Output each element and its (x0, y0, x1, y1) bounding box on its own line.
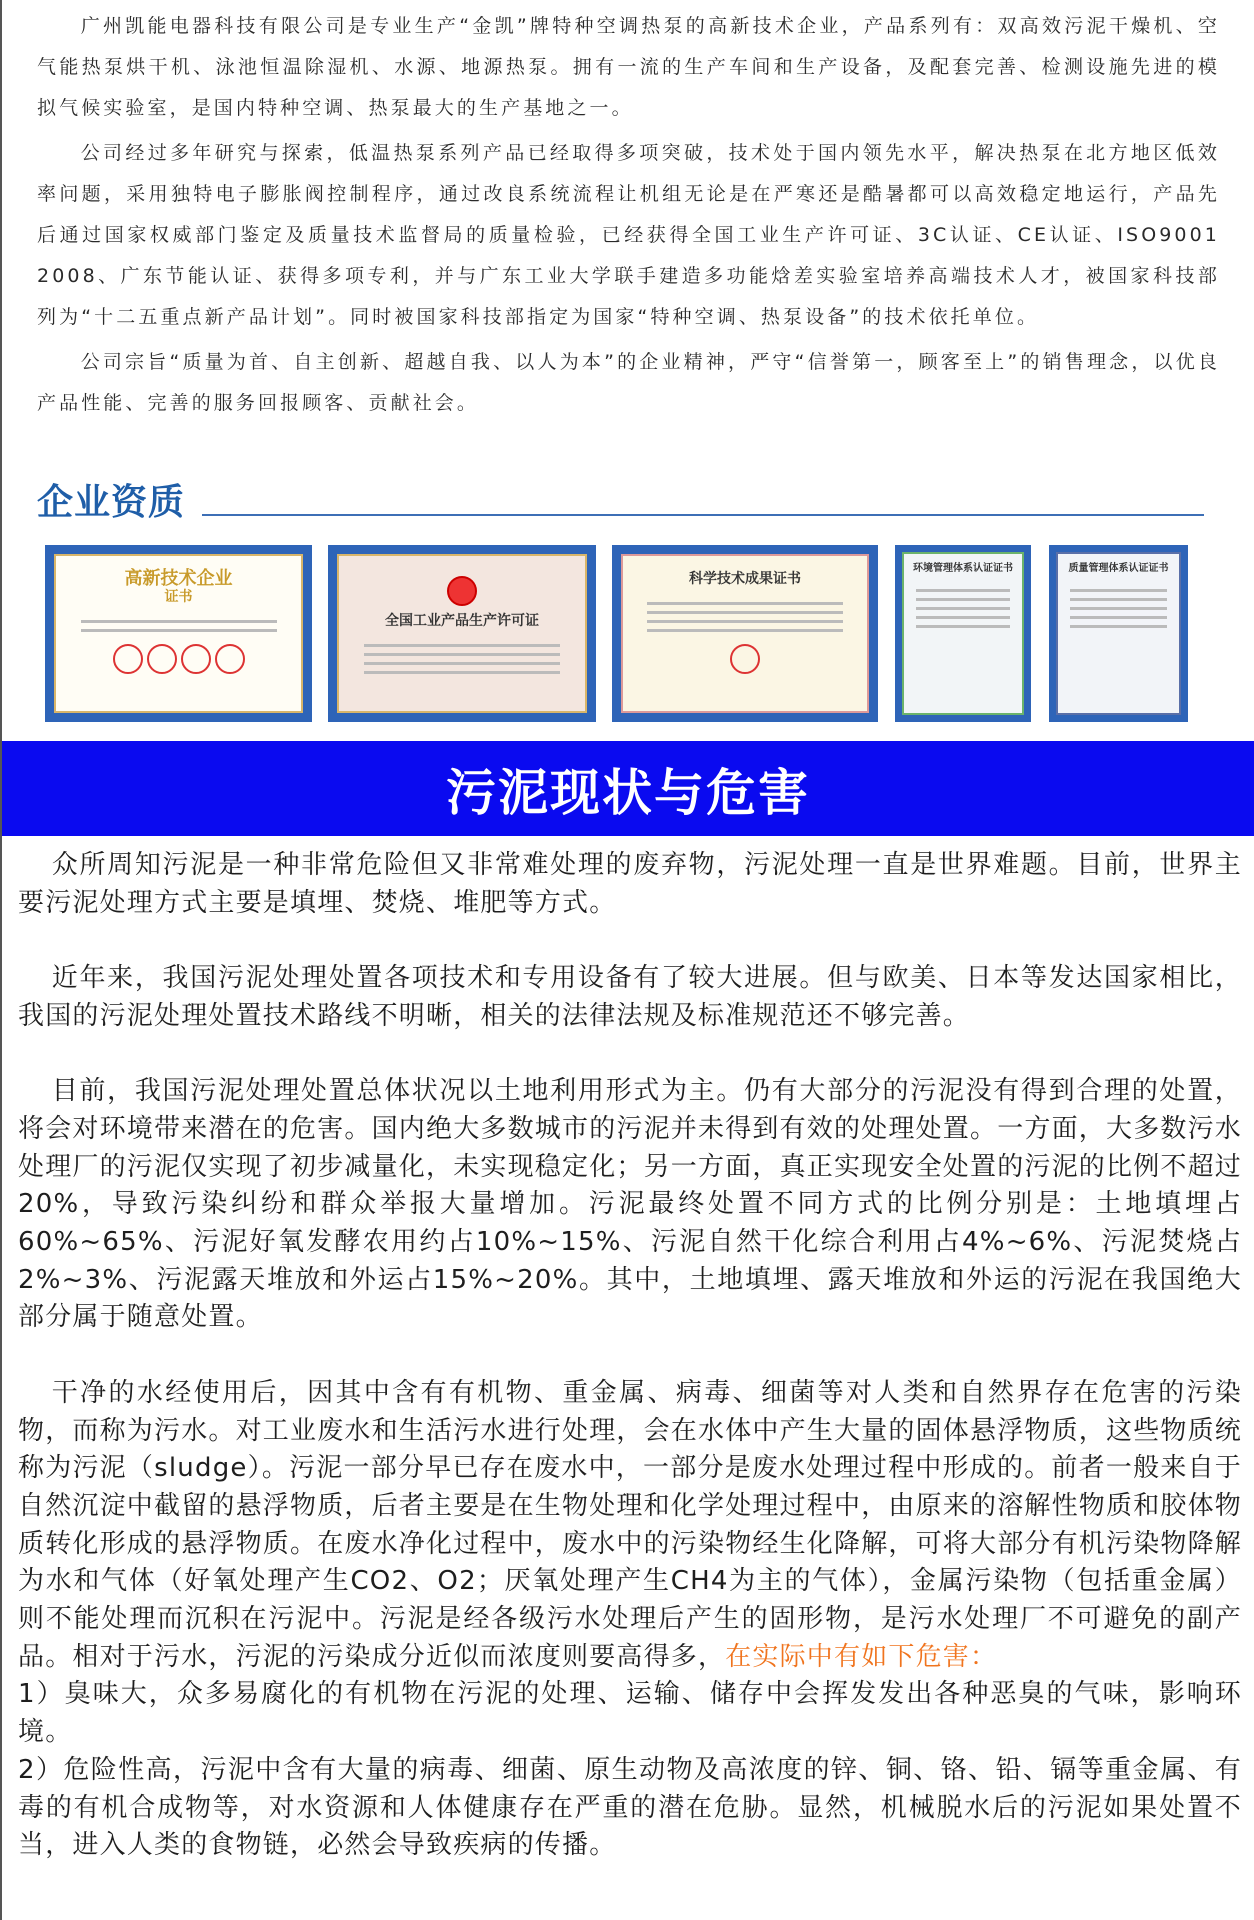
certificate-environmental-mgmt (895, 545, 1031, 722)
certificate-text-lines (364, 638, 561, 680)
certificate-text-lines (647, 596, 842, 638)
heading-divider (202, 514, 1204, 516)
banner-title: 污泥现状与危害 (446, 763, 810, 822)
certificate-seal (730, 644, 760, 674)
article-paragraph: 目前，我国污泥处理处置总体状况以土地利用形式为主。仍有大部分的污泥没有得到合理的处置，将会对环境带来潜在的危害。国内绝大多数城市的污泥并未得到有效的处理处置。一方面，大多数污水处理厂的污泥仅实现了初步减量化，未实现稳定化；另一方面，真正实现安全处置的污泥的比例不超过20%，导致污染纠纷和群众举报大量增加。污泥最终处置不同方式的比例分别是：土地填埋占60%~65%、污泥好氧发酵农用约占10%~15%、污泥自然干化综合利用占4%~6%、污泥焚烧占2%~3%、污泥露天堆放和外运占15%~20%。其中，土地填埋、露天堆放和外运的污泥在我国绝大部分属于随意处置。 (18, 1076, 1243, 1333)
national-emblem-icon (447, 576, 477, 606)
intro-paragraph: 公司经过多年研究与探索，低温热泵系列产品已经取得多项突破，技术处于国内领先水平，解决热泵在北方地区低效率问题，采用独特电子膨胀阀控制程序，通过改良系统流程让机组无论是在严寒还是酷暑都可以高效稳定地运行，产品先后通过国家权威部门鉴定及质量技术监督局的质量检验，已经获得全国工业生产许可证、3C认证、CE认证、ISO9001 2008、广东节能认证、获得多项专利，并与广东工业大学联手建造多功能焓差实验室培养高端技术人才，被国家科技部列为“十二五重点新产品计划”。同时被国家科技部指定为国家“特种空调、热泵设备”的技术依托单位。 (37, 142, 1243, 328)
certificate-sci-tech-achievement (612, 545, 878, 722)
hazard-item: 2）危险性高，污泥中含有大量的病毒、细菌、原生动物及高浓度的锌、铜、铬、铅、镉等重金属、有毒的有机合成物等，对水资源和人体健康存在严重的潜在危胁。显然，机械脱水后的污泥如果处置不当，进入人类的食物链，必然会导致疾病的传播。 (18, 1754, 1242, 1861)
article-text: 干净的水经使用后，因其中含有有机物、重金属、病毒、细菌等对人类和自然界存在危害的污染物，而称为污水。对工业废水和生活污水进行处理，会在水体中产生大量的固体悬浮物质，这些物质统称为污泥（sludge）。污泥一部分早已存在废水中，一部分是废水处理过程中形成的。前者一般来自于自然沉淀中截留的悬浮物质，后者主要是在生物处理和化学处理过程中，由原来的溶解性物质和胶体物质转化形成的悬浮物质。在废水净化过程中，废水中的污染物经生化降解，可将大部分有机污染物降解为水和气体（好氧处理产生CO2、O2；厌氧处理产生CH4为主的气体），金属污染物（包括重金属）则不能处理而沉积在污泥中。污泥是经各级污水处理后产生的固形物，是污水处理厂不可避免的副产品。相对于污水，污泥的污染成分近似而浓度则要高得多， (18, 1377, 1243, 1672)
article-paragraph (18, 1375, 1242, 1677)
hazard-intro-highlight: 在实际中有如下危害： (725, 1641, 998, 1672)
qualification-heading: 企业资质 (37, 482, 186, 523)
certificate-title: 全国工业产品生产许可证 (385, 613, 539, 629)
hazard-item: 1）臭味大，众多易腐化的有机物在污泥的处理、运输、储存中会挥发发出各种恶臭的气味，影响环境。 (18, 1679, 1242, 1748)
intro-paragraph: 广州凯能电器科技有限公司是专业生产“金凯”牌特种空调热泵的高新技术企业，产品系列有：双高效污泥干燥机、空气能热泵烘干机、泳池恒温除湿机、水源、地源热泵。拥有一流的生产车间和生产设备，及配套完善、检测设施先进的模拟气候实验室，是国内特种空调、热泵最大的生产基地之一。 (37, 15, 1220, 119)
certificate-text-lines (81, 614, 277, 638)
certificate-seals (111, 638, 247, 678)
certificate-text-lines (1070, 583, 1167, 634)
certificate-title: 质量管理体系认证证书 (1068, 563, 1169, 574)
sludge-article (18, 847, 1242, 1865)
page-left-border (0, 0, 2, 1920)
article-paragraph: 众所周知污泥是一种非常危险但又非常难处理的废弃物，污泥处理一直是世界难题。目前，世界主要污泥处理方式主要是填埋、焚烧、堆肥等方式。 (18, 850, 1242, 918)
certificate-title: 环境管理体系认证证书 (913, 563, 1013, 574)
certificate-subtitle: 证书 (164, 589, 193, 605)
certificate-title: 高新技术企业 (124, 568, 233, 589)
certificate-text-lines (916, 583, 1010, 634)
article-paragraph: 近年来，我国污泥处理处置各项技术和专用设备有了较大进展。但与欧美、日本等发达国家相比，我国的污泥处理处置技术路线不明晰，相关的法律法规及标准规范还不够完善。 (18, 963, 1242, 1031)
intro-paragraph: 公司宗旨“质量为首、自主创新、超越自我、以人为本”的企业精神，严守“信誉第一，顾客至上”的销售理念，以优良产品性能、完善的服务回报顾客、贡献社会。 (37, 351, 1220, 414)
certificate-high-tech (45, 545, 312, 722)
company-intro (37, 6, 1243, 428)
certificate-production-license (328, 545, 596, 722)
certificate-title: 科学技术成果证书 (689, 571, 801, 587)
section-banner (2, 741, 1254, 836)
certificate-quality-mgmt (1049, 545, 1188, 722)
